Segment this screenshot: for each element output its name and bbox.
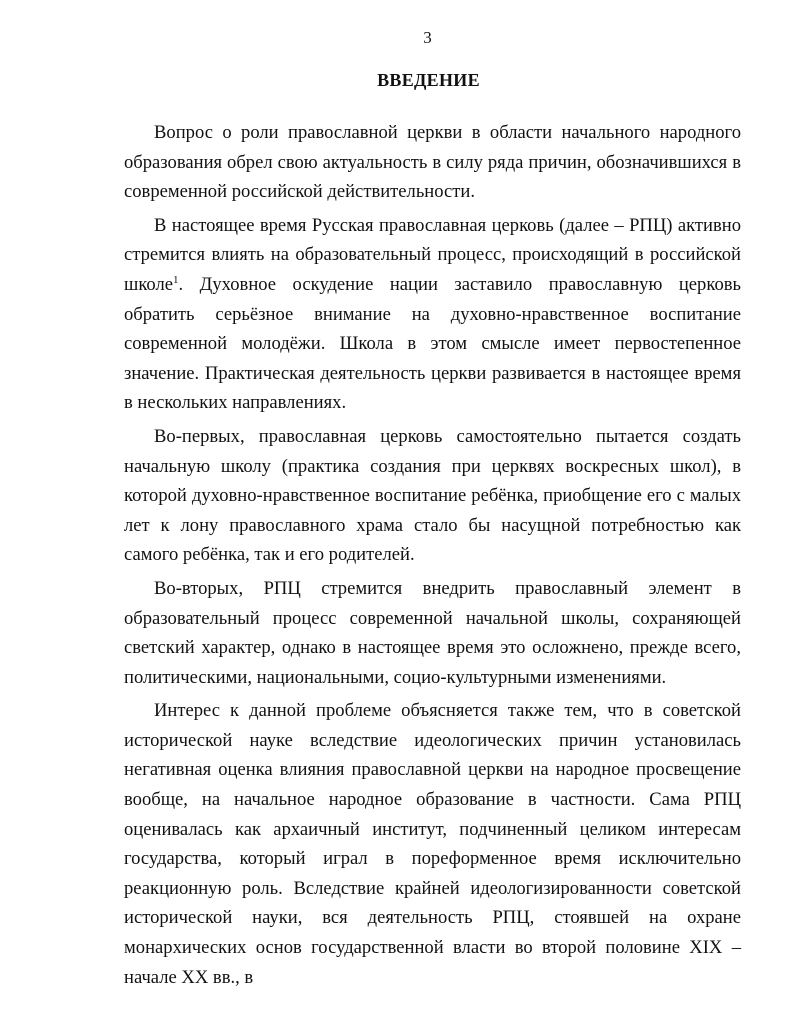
paragraph-1: Вопрос о роли православной церкви в области начального народного образования обрел свою актуальность в силу ряда причин, обозначившихся в современной российской действительности. [124,122,741,203]
paragraph-4: Во-вторых, РПЦ стремится внедрить православный элемент в образовательный процесс современной начальной школы, сохраняющей светский характер, однако в настоящее время это осложнено, прежде всего, политическими, национальными, социо-культурными изменениями. [124,577,741,688]
body-text [124,118,741,992]
paragraph-2-text-start: В настоящее время Русская православная церковь (далее – РПЦ) активно стремится влиять на образовательный процесс, происходящий в российской школе [124,214,741,295]
paragraph-5: Интерес к данной проблеме объясняется также тем, что в советской исторической науке вследствие идеологических причин установилась негативная оценка влияния православной церкви на народное просвещение вообще, на начальное народное образование в частности. Сама РПЦ оценивалась как архаичный институт, подчиненный целиком интересам государства, который играл в пореформенное время исключительно реакционную роль. Вследствие крайней идеологизированности советской исторической науки, вся деятельность РПЦ, стоявшей на охране монархических основ государственной власти во второй половине XIX – начале XX вв., в [124,700,741,988]
paragraph-3: Во-первых, православная церковь самостоятельно пытается создать начальную школу (практика создания при церквях воскресных школ), в которой духовно-нравственное воспитание ребёнка, приобщение его с малых лет к лону православного храма стало бы насущной потребностью как самого ребёнка, так и его родителей. [124,425,741,566]
paragraph-2 [124,211,741,418]
page-number: 3 [423,28,432,47]
paragraph-2-text-end: . Духовное оскудение нации заставило православную церковь обратить серьёзное внимание на духовно-нравственное воспитание современной молодёжи. Школа в этом смысле имеет первостепенное значение. Практическая деятельность церкви развивается в настоящее время в нескольких направлениях. [124,273,741,414]
footnote-marker: 1 [173,273,179,286]
section-heading: ВВЕДЕНИЕ [377,70,480,90]
